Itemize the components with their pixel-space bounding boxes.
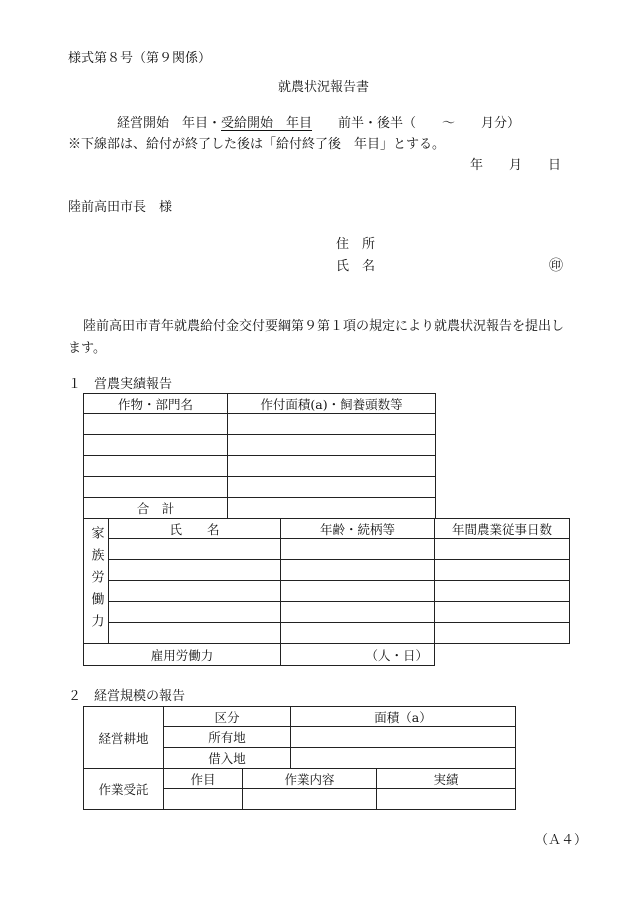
period-underlined: 受給開始 年目: [221, 116, 313, 131]
name-cell[interactable]: [109, 623, 281, 644]
address-label: 住 所: [336, 237, 376, 252]
days-cell[interactable]: [435, 623, 570, 644]
crop-cell[interactable]: [84, 435, 228, 456]
labor-table: [83, 518, 570, 666]
days-cell[interactable]: [435, 560, 570, 581]
statement-line1: 陸前高田市青年就農給付金交付要綱第９第１項の規定により就農状況報告を提出し: [83, 319, 565, 334]
col-work-content: 作業内容: [243, 769, 377, 789]
form-number: 様式第８号（第９関係）: [68, 51, 212, 66]
section2-heading: ２ 経営規模の報告: [68, 689, 186, 704]
area-cell[interactable]: [228, 414, 436, 435]
hired-labor-label: 雇用労働力: [84, 644, 281, 666]
age-cell[interactable]: [281, 602, 435, 623]
age-cell[interactable]: [281, 539, 435, 560]
name-cell[interactable]: [109, 539, 281, 560]
crop-type-cell[interactable]: [164, 789, 243, 810]
name-cell[interactable]: [109, 560, 281, 581]
hired-labor-blank: [435, 644, 570, 666]
period-part3: 前半・後半（ 〜 月分）: [312, 116, 521, 131]
age-cell[interactable]: [281, 623, 435, 644]
crop-cell[interactable]: [84, 414, 228, 435]
name-label: 氏 名: [336, 259, 376, 274]
total-area-cell[interactable]: [228, 498, 436, 519]
results-cell[interactable]: [377, 789, 516, 810]
total-label: 合 計: [84, 498, 228, 519]
leased-land-label: 借入地: [164, 748, 291, 769]
col-days: 年間農業従事日数: [435, 519, 570, 539]
crop-cell[interactable]: [84, 477, 228, 498]
farmland-label: 経営耕地: [84, 707, 164, 769]
name-cell[interactable]: [109, 581, 281, 602]
area-cell[interactable]: [228, 435, 436, 456]
leased-area-cell[interactable]: [291, 748, 516, 769]
date-line: 年 月 日: [470, 158, 562, 173]
owned-land-label: 所有地: [164, 727, 291, 748]
owned-area-cell[interactable]: [291, 727, 516, 748]
statement-line2: ます。: [68, 341, 106, 356]
area-cell[interactable]: [228, 456, 436, 477]
paper-size: （Ａ４）: [535, 833, 588, 848]
contract-work-label: 作業受託: [84, 769, 164, 810]
area-cell[interactable]: [228, 477, 436, 498]
reporting-period: [117, 117, 520, 130]
hired-labor-cell[interactable]: [281, 644, 435, 666]
crop-cell[interactable]: [84, 456, 228, 477]
col-area: 作付面積(a)・飼養頭数等: [228, 394, 436, 414]
col-area-a: 面積（a）: [291, 707, 516, 727]
addressee: 陸前高田市長 様: [68, 200, 173, 215]
age-cell[interactable]: [281, 560, 435, 581]
col-crop: 作物・部門名: [84, 394, 228, 414]
family-labor-text: 家族労働力: [88, 526, 104, 636]
hired-labor-unit: （人・日）: [365, 647, 428, 663]
days-cell[interactable]: [435, 581, 570, 602]
period-part1: 経営開始 年目・: [117, 116, 222, 131]
col-name: 氏 名: [109, 519, 281, 539]
family-labor-label: [84, 519, 109, 644]
page-title: 就農状況報告書: [278, 80, 370, 95]
contract-work-table: [83, 768, 516, 810]
col-age: 年齢・続柄等: [281, 519, 435, 539]
days-cell[interactable]: [435, 602, 570, 623]
col-results: 実績: [377, 769, 516, 789]
farmland-table: [83, 706, 516, 769]
underline-note: ※下線部は、給付が終了した後は「給付終了後 年目」とする。: [68, 137, 446, 152]
work-content-cell[interactable]: [243, 789, 377, 810]
days-cell[interactable]: [435, 539, 570, 560]
crop-table: [83, 393, 436, 519]
col-category: 区分: [164, 707, 291, 727]
col-crop-type: 作目: [164, 769, 243, 789]
seal-icon: ㊞: [549, 258, 563, 274]
section1-heading: １ 営農実績報告: [68, 377, 173, 392]
name-cell[interactable]: [109, 602, 281, 623]
age-cell[interactable]: [281, 581, 435, 602]
